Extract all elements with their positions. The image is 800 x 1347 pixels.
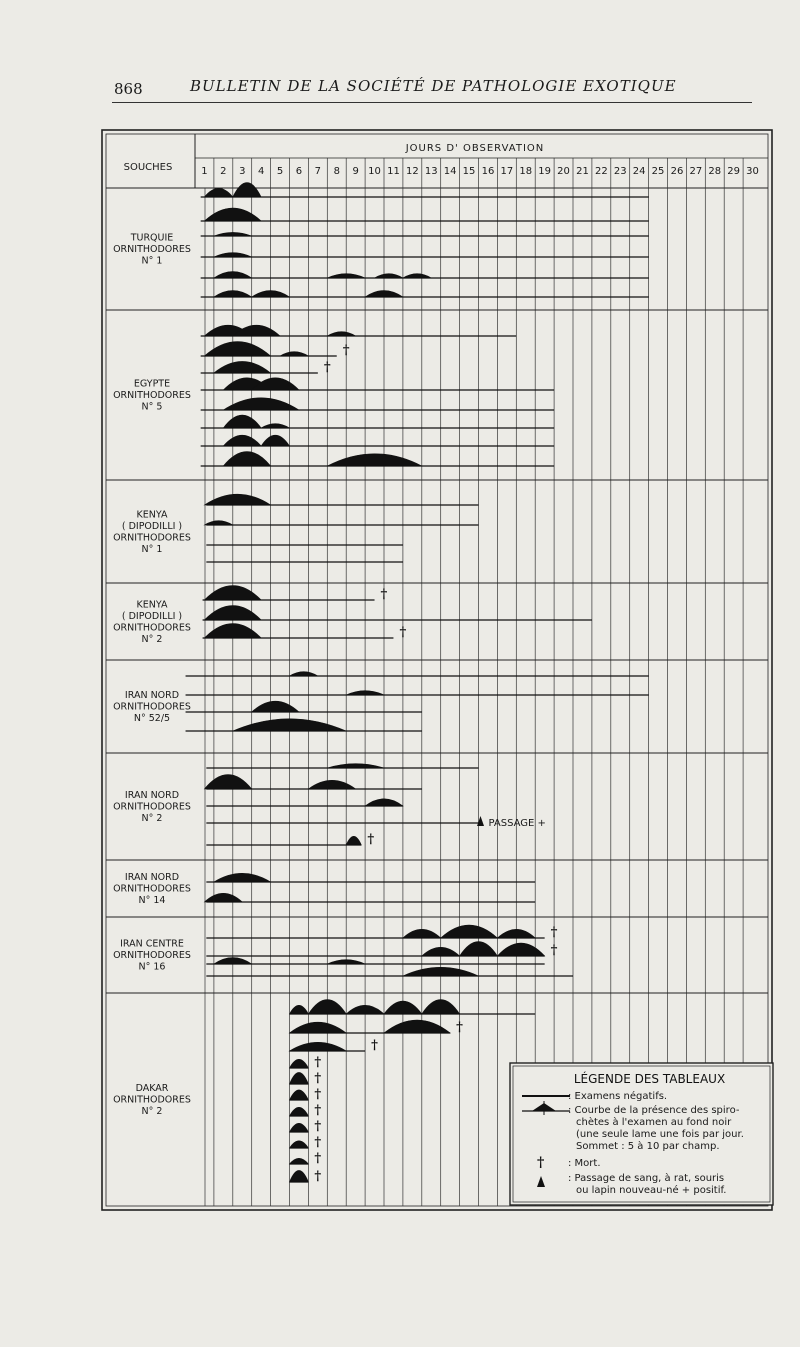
day-label-29: 29 — [727, 166, 741, 177]
day-label-18: 18 — [519, 166, 533, 177]
strain-label-line: ORNITHODORES — [113, 950, 191, 961]
spirochete-curve — [252, 378, 299, 390]
spirochete-curve — [384, 1001, 422, 1014]
spirochete-curve — [261, 435, 289, 446]
spirochete-curve — [204, 624, 261, 638]
death-mark: † — [550, 925, 558, 940]
spirochete-curve — [214, 291, 252, 297]
day-label-7: 7 — [314, 166, 322, 177]
day-label-15: 15 — [462, 166, 476, 177]
spirochete-curve — [214, 361, 271, 373]
spirochete-curve — [204, 188, 232, 197]
spirochete-curve — [327, 274, 365, 278]
strain-label-line: N° 2 — [141, 813, 163, 824]
legend-item-text: chètes à l'examen au fond noir — [576, 1117, 732, 1128]
spirochete-curve — [365, 799, 403, 806]
strain-label-line: ORNITHODORES — [113, 883, 191, 895]
day-label-27: 27 — [689, 166, 703, 177]
legend-item-text: : Mort. — [568, 1158, 601, 1169]
spirochete-curve — [204, 775, 251, 789]
strain-label-line: N° 1 — [141, 255, 163, 267]
spirochete-curve — [327, 764, 384, 768]
spirochete-curve — [422, 947, 460, 956]
spirochete-curve — [290, 1158, 309, 1164]
death-mark: † — [342, 343, 350, 358]
day-label-2: 2 — [220, 166, 227, 177]
day-label-21: 21 — [576, 166, 589, 177]
spirochete-curve — [422, 1000, 460, 1014]
spirochete-curve — [327, 960, 365, 964]
day-label-23: 23 — [613, 166, 627, 177]
legend-title: LÉGENDE DES TABLEAUX — [573, 1072, 726, 1086]
spirochete-curve — [308, 1000, 346, 1014]
spirochete-curve — [290, 1042, 347, 1051]
strain-label-line: KENYA — [136, 599, 168, 611]
death-mark: † — [314, 1087, 322, 1102]
spirochete-curve — [308, 780, 355, 789]
spirochete-curve — [233, 719, 346, 731]
death-mark: † — [314, 1169, 322, 1184]
strain-label-line: KENYA — [136, 509, 168, 521]
strain-label-line: ORNITHODORES — [113, 532, 191, 544]
passage-label: PASSAGE + — [488, 818, 546, 829]
spirochete-curve — [280, 352, 308, 356]
spirochete-curve — [441, 925, 498, 938]
strain-label-line: N° 2 — [141, 1106, 163, 1117]
strain-label-line: DAKAR — [135, 1083, 169, 1094]
strain-label-line: N° 2 — [141, 633, 163, 645]
spirochete-curve — [233, 183, 261, 197]
legend-item-text: : Courbe de la présence des spiro- — [568, 1105, 740, 1116]
death-mark: † — [371, 1038, 378, 1053]
spirochete-curve — [204, 586, 261, 600]
death-mark: † — [314, 1119, 322, 1134]
day-label-4: 4 — [257, 166, 265, 177]
spirochete-curve — [204, 342, 270, 356]
spirochete-curve — [403, 274, 431, 278]
spirochete-curve — [290, 1170, 309, 1182]
strain-label-line: IRAN NORD — [124, 790, 180, 801]
spirochete-curve — [214, 253, 252, 257]
spirochete-curve — [223, 415, 261, 428]
day-label-28: 28 — [708, 166, 722, 177]
running-title: BULLETIN DE LA SOCIÉTÉ DE PATHOLOGIE EXOTIQUE — [190, 77, 677, 95]
spirochete-curve — [290, 1090, 309, 1100]
spirochete-curve — [204, 606, 261, 620]
death-mark: † — [380, 587, 388, 602]
day-label-12: 12 — [405, 166, 419, 177]
spirochete-curve — [214, 232, 252, 236]
spirochete-curve — [223, 452, 270, 466]
death-mark: † — [550, 943, 558, 958]
spirochete-curve — [290, 1005, 309, 1014]
day-label-16: 16 — [481, 166, 495, 177]
strain-label-line: ORNITHODORES — [113, 622, 191, 634]
day-label-20: 20 — [557, 166, 570, 177]
spirochete-curve — [252, 291, 290, 297]
death-mark: † — [314, 1071, 322, 1086]
spirochete-curve — [497, 943, 544, 956]
spirochete-curve — [214, 272, 252, 278]
spirochete-curve — [290, 672, 318, 676]
strain-label-line: ORNITHODORES — [113, 390, 191, 401]
strain-label-line: IRAN NORD — [124, 872, 180, 883]
day-label-14: 14 — [443, 166, 457, 177]
strain-label-line: TURQUIE — [130, 232, 174, 244]
death-mark: † — [314, 1103, 322, 1118]
death-mark: † — [456, 1020, 463, 1035]
day-label-17: 17 — [500, 166, 514, 177]
spirochete-curve — [290, 1141, 309, 1148]
spirochete-curve — [365, 291, 403, 297]
day-label-5: 5 — [276, 166, 284, 177]
death-mark: † — [367, 832, 375, 847]
legend-item-text: : Examens négatifs. — [568, 1091, 668, 1102]
strain-label-line: N° 52/5 — [133, 713, 171, 724]
spirochete-curve — [204, 521, 232, 525]
death-mark: † — [323, 360, 331, 375]
spirochete-curve — [327, 332, 355, 336]
spirochete-curve — [403, 929, 441, 938]
spirochete-curve — [346, 836, 361, 845]
spirochete-curve — [346, 691, 384, 695]
souches-header: SOUCHES — [123, 162, 173, 173]
spirochete-curve — [204, 893, 242, 902]
spirochete-curve — [214, 873, 271, 882]
day-label-24: 24 — [632, 166, 646, 177]
strain-label-line: ORNITHODORES — [113, 701, 191, 713]
passage-marker — [477, 816, 484, 826]
spirochete-curve — [346, 1005, 384, 1014]
strain-label-line: ORNITHODORES — [113, 1094, 191, 1106]
spirochete-curve — [290, 1022, 347, 1033]
spirochete-curve — [290, 1059, 309, 1068]
day-label-6: 6 — [295, 166, 303, 177]
strain-label-line: N° 16 — [138, 961, 166, 973]
day-label-26: 26 — [670, 166, 684, 177]
strain-label-line: ORNITHODORES — [113, 801, 191, 813]
strain-label-line: N° 5 — [141, 401, 163, 413]
spirochete-curve — [290, 1123, 309, 1132]
strain-label-line: N° 1 — [141, 543, 163, 555]
death-mark: † — [399, 625, 407, 640]
spirochete-curve — [261, 424, 289, 428]
strain-label-line: N° 14 — [138, 895, 166, 906]
strain-label-line: ( DIPODILLI ) — [121, 520, 183, 532]
day-label-25: 25 — [651, 166, 665, 177]
day-label-30: 30 — [746, 166, 759, 177]
spirochete-curve — [223, 435, 261, 446]
day-label-13: 13 — [424, 166, 438, 177]
spirochete-curve — [375, 274, 403, 278]
spirochete-curve — [233, 325, 280, 336]
strain-label-line: IRAN NORD — [124, 690, 180, 701]
spirochete-curve — [384, 1020, 450, 1033]
day-label-22: 22 — [594, 166, 608, 177]
strain-label-line: EGYPTE — [133, 378, 171, 390]
spirochete-curve — [403, 967, 479, 976]
death-mark: † — [314, 1151, 322, 1166]
death-mark: † — [314, 1135, 322, 1150]
spirochete-curve — [204, 494, 270, 505]
spirochete-curve — [252, 701, 299, 712]
legend-item-text: : Passage de sang, à rat, souris — [568, 1173, 725, 1184]
day-label-9: 9 — [352, 166, 359, 177]
page-number: 868 — [114, 80, 143, 98]
day-label-10: 10 — [368, 166, 381, 177]
legend-item-text: (une seule lame une fois par jour. — [576, 1129, 744, 1140]
legend-death-symbol: † — [537, 1155, 545, 1171]
spirochete-curve — [290, 1072, 309, 1084]
day-label-1: 1 — [201, 166, 208, 177]
strain-label-line: IRAN CENTRE — [120, 938, 184, 950]
day-label-19: 19 — [538, 166, 552, 177]
spirochete-curve — [223, 398, 299, 410]
spirochete-curve — [327, 454, 422, 466]
death-mark: † — [314, 1055, 322, 1070]
spirochete-curve — [290, 1107, 309, 1116]
legend-item-text: ou lapin nouveau-né + positif. — [576, 1185, 727, 1196]
spirochete-curve — [204, 208, 261, 221]
day-label-11: 11 — [387, 166, 400, 177]
spirochete-curve — [460, 942, 498, 956]
strain-label-line: ORNITHODORES — [113, 244, 191, 255]
spirochete-curve — [214, 958, 252, 964]
strain-label-line: ( DIPODILLI ) — [121, 610, 183, 622]
table-frame — [102, 130, 772, 1210]
spirochete-curve — [497, 929, 535, 938]
day-label-3: 3 — [239, 166, 246, 177]
legend-item-text: Sommet : 5 à 10 par champ. — [576, 1141, 720, 1152]
day-label-8: 8 — [333, 166, 340, 177]
days-header: JOURS D' OBSERVATION — [405, 143, 545, 154]
